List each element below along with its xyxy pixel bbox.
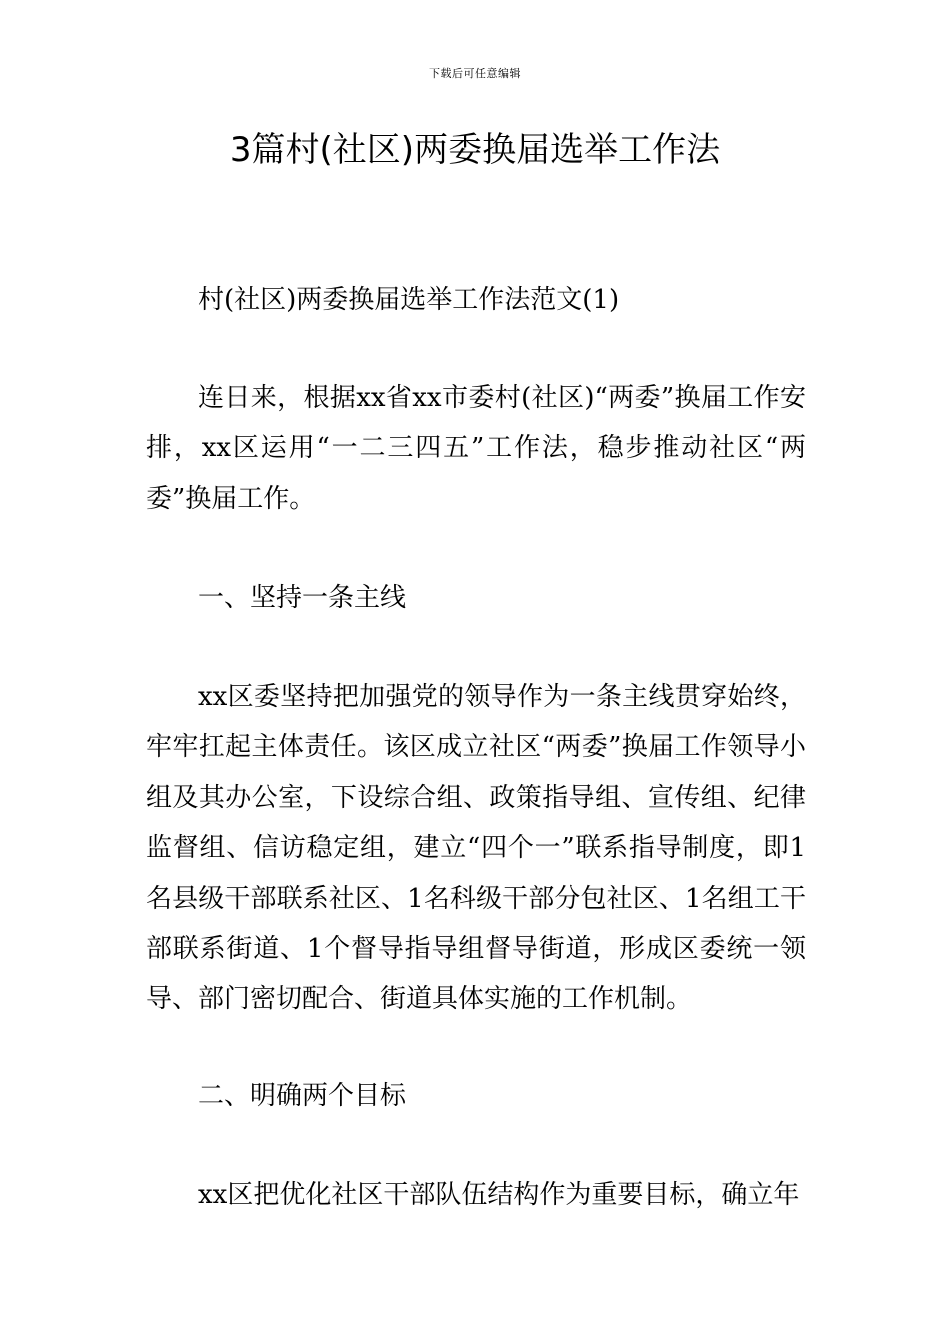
header-note: 下载后可任意编辑 bbox=[429, 67, 521, 80]
section-paragraph-2: xx区把优化社区干部队伍结构作为重要目标，确立年 bbox=[198, 1180, 800, 1210]
document-subtitle: 村(社区)两委换届选举工作法范文(1) bbox=[198, 285, 620, 315]
intro-paragraph: 连日来，根据xx省xx市委村(社区)“两委”换届工作安排，xx区运用“一二三四五”工作法，稳步推动社区“两委”换届工作。 bbox=[146, 383, 806, 514]
section-heading-2: 二、明确两个目标 bbox=[198, 1081, 407, 1111]
section-heading-1: 一、坚持一条主线 bbox=[198, 583, 407, 613]
section-paragraph-1: xx区委坚持把加强党的领导作为一条主线贯穿始终，牢牢扛起主体责任。该区成立社区“两委”换届工作领导小组及其办公室，下设综合组、政策指导组、宣传组、纪律监督组、信访稳定组，建立“四个一”联系指导制度，即1名县级干部联系社区、1名科级干部分包社区、1名组工干部联系街道、1个督导指导组督导街道，形成区委统一领导、部门密切配合、街道具体实施的工作机制。 bbox=[146, 682, 806, 1015]
document-title: 3篇村(社区)两委换届选举工作法 bbox=[229, 130, 721, 170]
